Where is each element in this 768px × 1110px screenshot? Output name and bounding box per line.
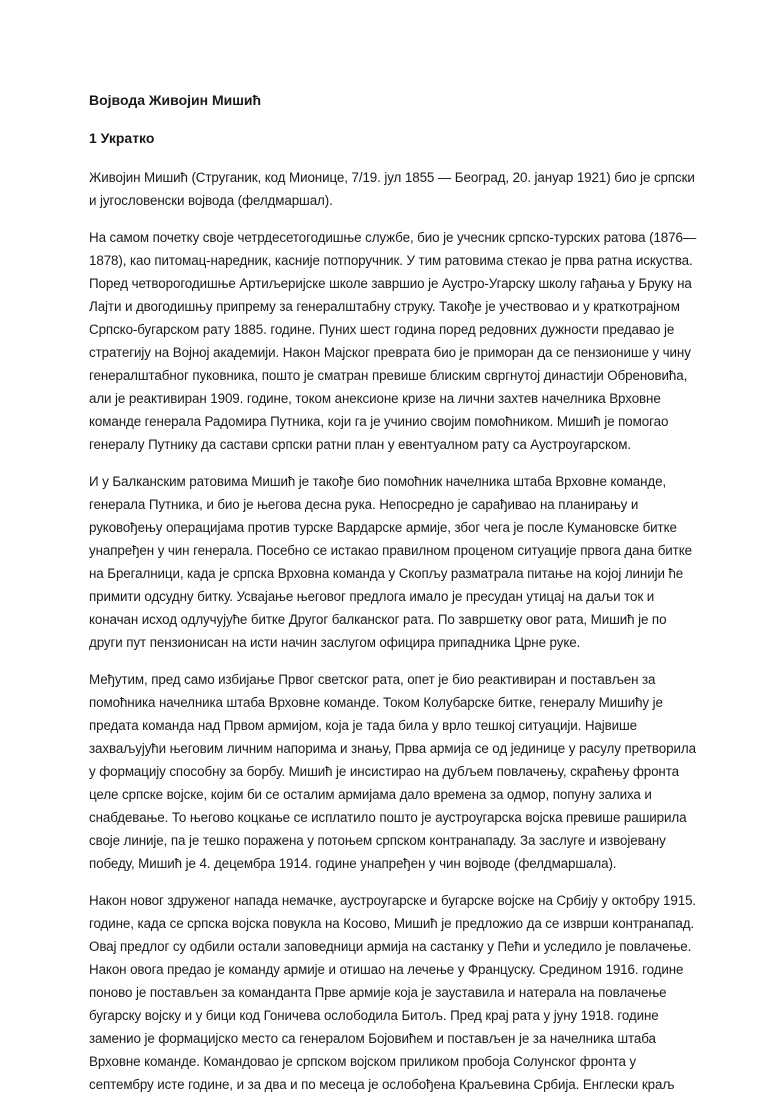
paragraph-line: у формацију способну за борбу. Мишић је инсистирао на дубљем повлачењу, скраћењу фронта (89, 764, 679, 779)
paragraph-line: Поред четворогодишње Артиљеријске школе завршио је Аустро-Угарску школу гађања у Бруку на (89, 276, 692, 291)
paragraph-line: своје линије, па је тешко поражена у потоњем српском контранападу. За заслуге и извојевану (89, 833, 666, 848)
paragraph-line: унапређен у чин генерала. Посебно се истакао правилном проценом ситуације првога дана битке (89, 543, 692, 558)
paragraph-line: године, када се српска војска повукла на Косово, Мишић је предложио да се изврши контранапад. (89, 916, 695, 931)
paragraph-line: коначан исход одлучујуће битке Другог балканског рата. По завршетку овог рата, Мишић је по (89, 612, 667, 627)
paragraph-line: предата команда над Првом армијом, која је тада била у врло тешкој ситуацији. Највише (89, 718, 638, 733)
document-title: Војвода Живојин Мишић (89, 92, 262, 108)
paragraph (89, 470, 692, 654)
paragraph-line: помоћника начелника штаба Врховне команде. Током Колубарске битке, генералу Мишићу је (89, 695, 663, 710)
paragraph (89, 166, 695, 212)
paragraph-line: Живојин Мишић (Струганик, код Мионице, 7/19. јул 1855 — Београд, 20. јануар 1921) био је српски (89, 170, 695, 185)
paragraph-line: На самом почетку своје четрдесетогодишње службе, био је учесник српско-турских ратова (1876— (89, 230, 697, 245)
paragraph-line: генералштабног пуковника, пошто је сматран превише блиским свргнутој династији Обреновића, (89, 368, 688, 383)
paragraph-line: генералу Путнику да састави српски ратни план у евентуалном рату са Аустроугарском. (89, 437, 631, 452)
paragraph-line: стратегију на Војној академији. Након Мајског преврата био је приморан да се пензионише у чину (89, 345, 691, 360)
paragraph-line: руковођењу операцијама против турске Вардарске армије, због чега је после Кумановске битке (89, 520, 677, 535)
paragraph (89, 226, 697, 456)
paragraph-line: захваљујући његовим личним напорима и знању, Прва армија се од јединице у расулу претворила (89, 741, 696, 756)
paragraph-line: Врховне команде. Командовао је српском војском приликом пробоја Солунског фронта у (89, 1054, 637, 1069)
paragraph-line: 1878), као питомац-наредник, касније потпоручник. У тим ратовима стекао је прва ратна искуства. (89, 253, 693, 268)
paragraph-line: целе српске војске, којим би се осталим армијама дало времена за одмор, попуну залиха и (89, 787, 652, 802)
paragraph-line: генерала Путника, и био је његова десна рука. Непосредно је сарађивао на планирању и (89, 497, 639, 512)
paragraph-line: команде генерала Радомира Путника, који га је учинио својим помоћником. Мишић је помогао (89, 414, 669, 429)
paragraph-line: и југословенски војвода (фелдмаршал). (89, 193, 333, 208)
paragraph-line: други пут пензионисан на исти начин заслугом официра припадника Црне руке. (89, 635, 581, 650)
paragraph-line: али је реактивиран 1909. године, током анексионе кризе на лични захтев начелника Врховне (89, 391, 661, 406)
paragraph-line: септембру исте године, и за два и по месеца је ослобођена Краљевина Србија. Енглески краљ (89, 1077, 675, 1092)
paragraph-line: Лајти и двогодишњу припрему за генералштабну струку. Такође је учествовао и у краткотрајном (89, 299, 680, 314)
paragraph-line: Српско-бугарском рату 1885. године. Пуних шест година поред редовних дужности предавао је (89, 322, 675, 337)
document-body (89, 88, 697, 1110)
paragraph-line: Након овога предао је команду армије и отишао на лечење у Француску. Средином 1916. године (89, 962, 684, 977)
paragraph-line: Међутим, пред само избијање Првог светског рата, опет је био реактивиран и постављен за (89, 672, 656, 687)
paragraph-line: на Брегалници, када је српска Врховна команда у Скопљу разматрала питање на којој линији ће (89, 566, 684, 581)
paragraph-line: бугарску војску и у бици код Гоничева ослободила Битољ. Пред крај рата у јуну 1918. године (89, 1008, 659, 1023)
paragraph-line: Овај предлог су одбили остали заповедници армија на састанку у Пећи и уследило је повлачење. (89, 939, 692, 954)
paragraph-line: заменио је формацијско место са генералом Бојовићем и постављен је за начелника штаба (89, 1031, 656, 1046)
paragraph (89, 668, 696, 875)
paragraph-line: Након новог здруженог напада немачке, аустроугарске и бугарске војске на Србију у октобру 1915. (89, 893, 697, 908)
paragraph-line: поново је постављен за команданта Прве армије која је зауставила и натерала на повлачење (89, 985, 667, 1000)
paragraph-line: победу, Мишић је 4. децембра 1914. године унапређен у чин војводе (фелдмаршала). (89, 856, 617, 871)
paragraph-list (89, 166, 697, 1096)
paragraph-line: И у Балканским ратовима Мишић је такође био помоћник начелника штаба Врховне команде, (89, 474, 667, 489)
paragraph-line: примити одсудну битку. Усвајање његовог предлога имало је пресудан утицај на даљи ток и (89, 589, 655, 604)
paragraph (89, 889, 697, 1096)
section-heading: 1 Укратко (89, 130, 155, 146)
paragraph-line: снабдевање. То његово коцкање се исплатило пошто је аустроугарска војска превише раширила (89, 810, 687, 825)
